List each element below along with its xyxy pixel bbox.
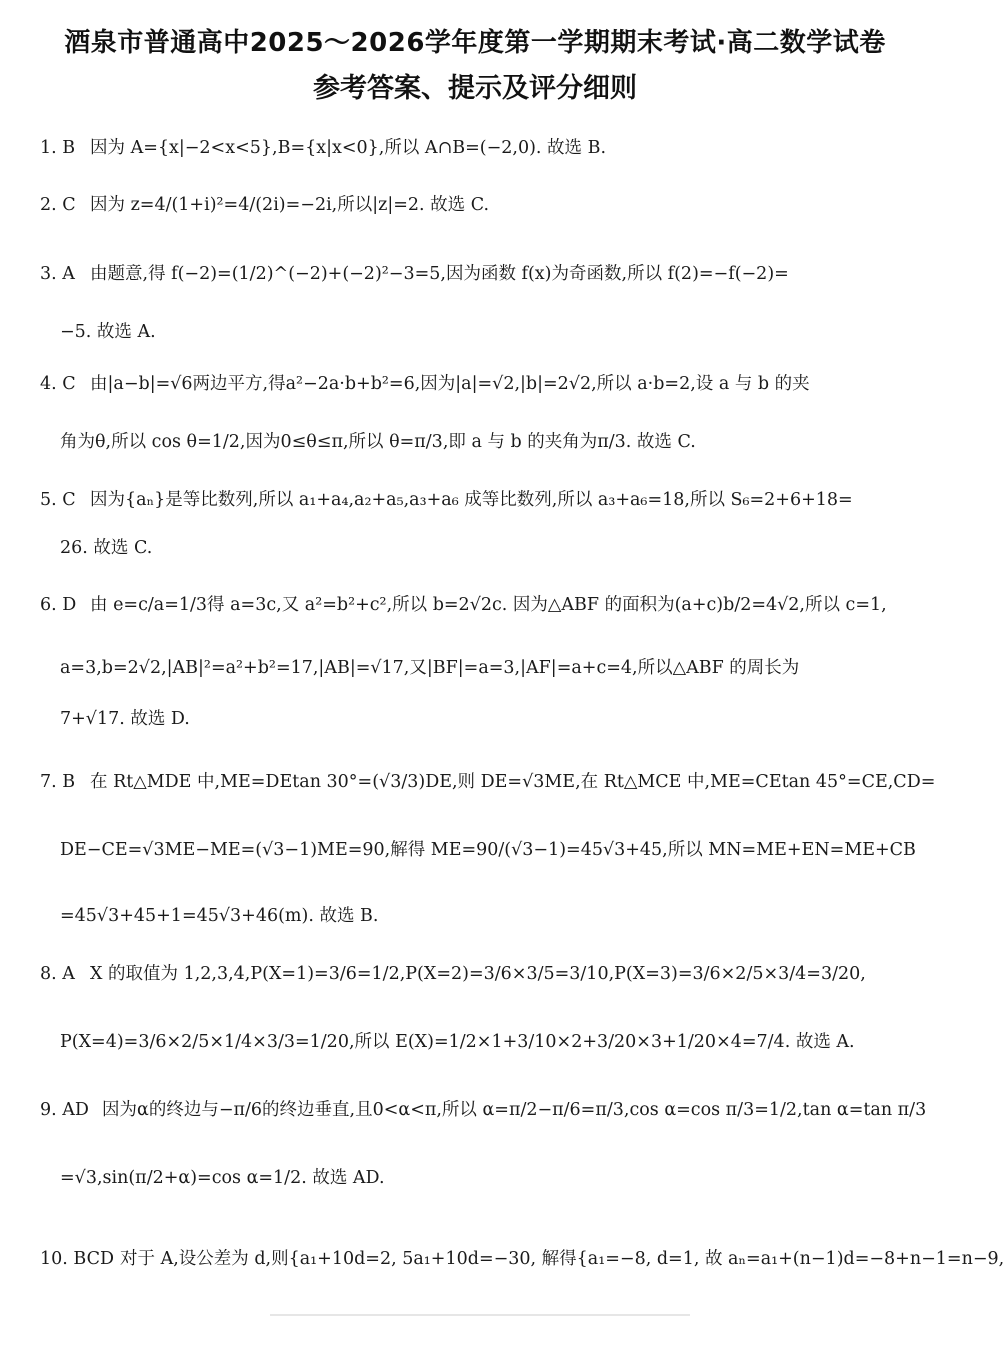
answer-9 <box>40 1096 927 1124</box>
answer-number: 1. B <box>40 138 76 158</box>
answer-text: 由|a−b|=√6两边平方,得a²−2a·b+b²=6,因为|a|=√2,|b|=2√2,所以 a·b=2,设 a 与 b 的夹 <box>90 374 810 394</box>
answer-number: 5. C <box>40 490 76 510</box>
answer-text: 在 Rt△MDE 中,ME=DEtan 30°=(√3/3)DE,则 DE=√3ME,在 Rt△MCE 中,ME=CEtan 45°=CE,CD= <box>90 772 936 792</box>
answer-4-cont: 角为θ,所以 cos θ=1/2,因为0≤θ≤π,所以 θ=π/3,即 a 与 b 的夹角为π/3. 故选 C. <box>60 432 696 452</box>
answer-7-cont2: =45√3+45+1=45√3+46(m). 故选 B. <box>60 906 379 926</box>
answer-2 <box>40 191 912 219</box>
answer-8 <box>40 960 912 988</box>
answer-6-cont2: 7+√17. 故选 D. <box>60 709 190 729</box>
answer-text: 由题意,得 f(−2)=(1/2)^(−2)+(−2)²−3=5,因为函数 f(x)为奇函数,所以 f(2)=−f(−2)= <box>90 264 789 284</box>
answer-7 <box>40 768 936 796</box>
answer-9-cont: =√3,sin(π/2+α)=cos α=1/2. 故选 AD. <box>60 1168 385 1188</box>
answer-6-cont: a=3,b=2√2,|AB|²=a²+b²=17,|AB|=√17,又|BF|=a=3,|AF|=a+c=4,所以△ABF 的周长为 <box>60 658 800 678</box>
cut-off-text-shadow <box>270 1314 690 1316</box>
answer-text: X 的取值为 1,2,3,4,P(X=1)=3/6=1/2,P(X=2)=3/6×3/5=3/10,P(X=3)=3/6×2/5×3/4=3/20, <box>90 964 866 984</box>
answer-number: 3. A <box>40 264 75 284</box>
answer-text: 由 e=c/a=1/3得 a=3c,又 a²=b²+c²,所以 b=2√2c. 因为△ABF 的面积为(a+c)b/2=4√2,所以 c=1, <box>90 595 887 615</box>
answer-number: 4. C <box>40 374 76 394</box>
answer-5 <box>40 486 912 514</box>
answer-8-cont: P(X=4)=3/6×2/5×1/4×3/3=1/20,所以 E(X)=1/2×1+3/10×2+3/20×3+1/20×4=7/4. 故选 A. <box>60 1032 855 1052</box>
answer-number: 7. B <box>40 772 76 792</box>
answer-text: 对于 A,设公差为 d,则{a₁+10d=2, 5a₁+10d=−30, 解得{a₁=−8, d=1, 故 aₙ=a₁+(n−1)d=−8+n−1=n−9, <box>120 1249 1004 1269</box>
answer-number: 8. A <box>40 964 75 984</box>
answer-10 <box>40 1245 1004 1273</box>
answer-number: 2. C <box>40 195 76 215</box>
answer-key-subtitle: 参考答案、提示及评分细则 <box>313 73 637 104</box>
answer-1 <box>40 134 912 162</box>
answer-number: 9. AD <box>40 1100 89 1120</box>
answer-text: 因为α的终边与−π/6的终边垂直,且0<α<π,所以 α=π/2−π/6=π/3,cos α=cos π/3=1/2,tan α=tan π/3 <box>102 1100 927 1120</box>
answer-text: 因为 z=4/(1+i)²=4/(2i)=−2i,所以|z|=2. 故选 C. <box>90 195 490 215</box>
answer-4 <box>40 370 912 398</box>
answer-number: 10. BCD <box>40 1249 114 1269</box>
answer-number: 6. D <box>40 595 77 615</box>
answer-text: 因为 A={x|−2<x<5},B={x|x<0},所以 A∩B=(−2,0). 故选 B. <box>90 138 607 158</box>
answer-3-cont: −5. 故选 A. <box>60 322 156 342</box>
answer-3 <box>40 260 912 288</box>
answer-7-cont: DE−CE=√3ME−ME=(√3−1)ME=90,解得 ME=90/(√3−1)=45√3+45,所以 MN=ME+EN=ME+CB <box>60 840 916 860</box>
answer-6 <box>40 591 912 619</box>
answer-5-cont: 26. 故选 C. <box>60 538 153 558</box>
exam-title: 酒泉市普通高中2025～2026学年度第一学期期末考试·高二数学试卷 <box>64 28 886 58</box>
answer-text: 因为{aₙ}是等比数列,所以 a₁+a₄,a₂+a₅,a₃+a₆ 成等比数列,所以 a₃+a₆=18,所以 S₆=2+6+18= <box>90 490 853 510</box>
